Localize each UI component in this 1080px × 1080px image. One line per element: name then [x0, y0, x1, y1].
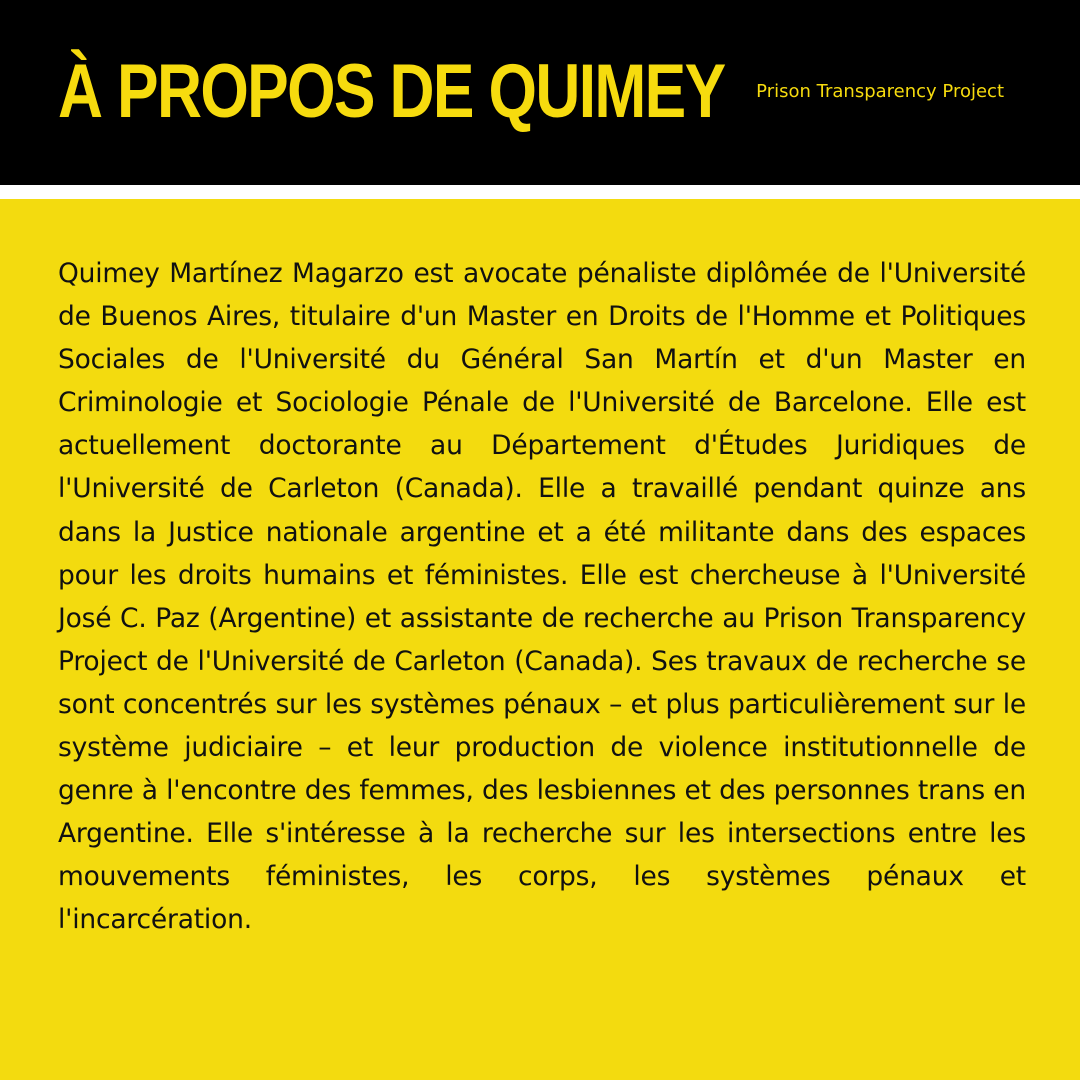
header-bar: [0, 0, 1080, 185]
organization-label: Prison Transparency Project: [756, 81, 1004, 102]
biography-text: Quimey Martínez Magarzo est avocate pénaliste diplômée de l'Université de Buenos Aires, titulaire d'un Master en Droits de l'Homme et Politiques Sociales de l'Université du Général San Martín et d'un Master en Criminologie et Sociologie Pénale de l'Université de Barcelone. Elle est actuellement doctorante au Département d'Études Juridiques de l'Université de Carleton (Canada). Elle a travaillé pendant quinze ans dans la Justice nationale argentine et a été militante dans des espaces pour les droits humains et féministes. Elle est chercheuse à l'Université José C. Paz (Argentine) et assistante de recherche au Prison Transparency Project de l'Université de Carleton (Canada). Ses travaux de recherche se sont concentrés sur les systèmes pénaux – et plus particulièrement sur le système judiciaire – et leur production de violence institutionnelle de genre à l'encontre des femmes, des lesbiennes et des personnes trans en Argentine. Elle s'intéresse à la recherche sur les intersections entre les mouvements féministes, les corps, les systèmes pénaux et l'incarcération.: [58, 258, 1026, 936]
divider-strip: [0, 185, 1080, 199]
page-title: À PROPOS DE QUIMEY: [58, 49, 725, 134]
